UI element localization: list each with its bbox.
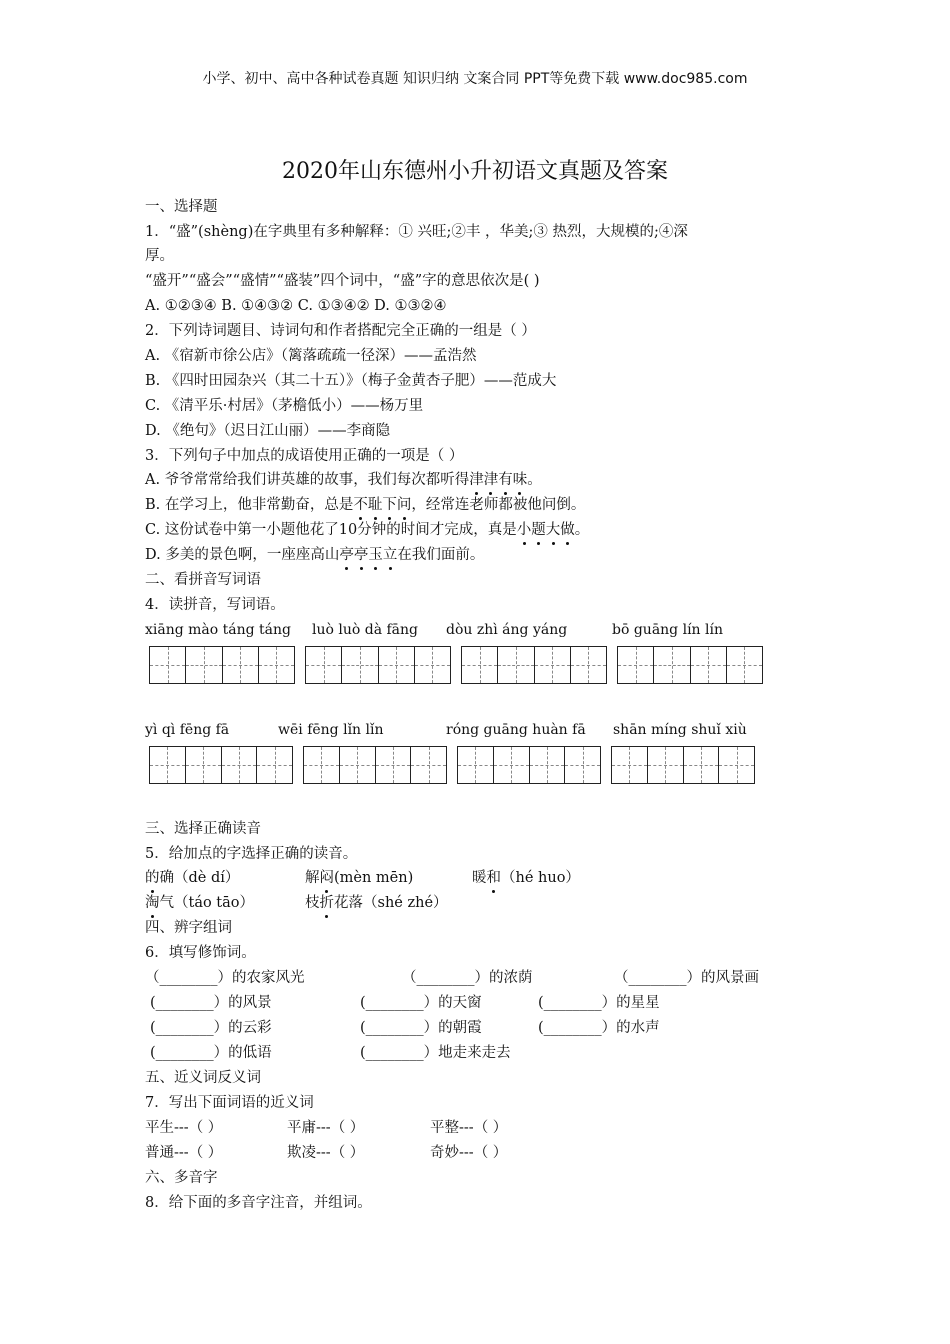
dotted-char: 淘 [145,895,160,911]
dotted-char: 津 [469,472,484,488]
writing-grid[interactable] [461,646,607,684]
fill-item[interactable]: (________）的朝霞 [360,1020,482,1036]
dotted-char: 立 [382,547,398,563]
section-heading: 五、近义词反义词 [145,1070,261,1086]
dotted-char: 亭 [339,547,354,563]
q3-stem: 3．下列句子中加点的成语使用正确的一项是（ ） [145,448,464,464]
q3-option [145,470,542,490]
section-heading: 二、看拼音写词语 [145,572,261,588]
pinyin-label: róng guāng huàn fā [446,722,586,738]
synonym-item[interactable]: 平生---（ ） [145,1120,223,1136]
fill-item[interactable]: （________）的风景画 [614,970,759,986]
pinyin-label: bō guāng lín lín [612,622,723,638]
fill-item[interactable]: (________）的风景 [150,995,272,1011]
fill-item[interactable]: (________）地走来走去 [360,1045,511,1061]
option-text: 在我们面前。 [397,547,485,563]
dotted-char: 玉 [368,547,383,563]
fill-item[interactable]: (________）的低语 [150,1045,272,1061]
reading-item [145,893,254,913]
writing-grid[interactable] [457,746,601,784]
reading-text: (mèn mēn) [334,870,414,886]
dotted-char: 下 [382,497,397,513]
q2-option: A. 《宿新市徐公店》（篱落疏疏一径深）——孟浩然 [145,348,477,364]
pinyin-label: yì qì fēng fā [145,722,230,738]
q1-options: A. ①②③④ B. ①④③② C. ①③④② D. ①③②④ [145,298,447,314]
reading-text: 确（dè dí） [159,870,240,886]
fill-item[interactable]: （________）的浓荫 [402,970,533,986]
dotted-char: 亭 [353,547,369,563]
dotted-char: 的 [145,870,160,886]
writing-grid[interactable] [611,746,755,784]
q1-line: 厚。 [145,248,174,264]
q5-stem: 5．给加点的字选择正确的读音。 [145,846,358,862]
q2-option: D. 《绝句》（迟日江山丽）——李商隐 [145,423,391,439]
q1-line: “盛开”“盛会”“盛情”“盛装”四个词中，“盛”字的意思依次是( ) [145,273,540,289]
synonym-item[interactable]: 普通---（ ） [145,1145,223,1161]
section-heading: 四、辨字组词 [145,920,232,936]
option-text: D. 多美的景色啊，一座座高山 [145,547,340,563]
q2-option: C. 《清平乐·村居》（茅檐低小）——杨万里 [145,398,424,414]
dotted-char: 问 [396,497,412,513]
fill-item[interactable]: (________）的水声 [538,1020,660,1036]
dotted-char: 大 [545,522,561,538]
q6-stem: 6．填写修饰词。 [145,945,256,961]
reading-text: 暖 [472,870,487,886]
q8-stem: 8．给下面的多音字注音，并组词。 [145,1195,372,1211]
pinyin-label: shān míng shuǐ xiù [613,722,747,738]
writing-grid[interactable] [149,746,293,784]
fill-item[interactable]: （________）的农家风光 [145,970,305,986]
pinyin-label: luò luò dà fāng [312,622,419,638]
page-title: 2020年山东德州小升初语文真题及答案 [282,159,668,184]
reading-item [305,893,448,913]
fill-item[interactable]: (________）的云彩 [150,1020,272,1036]
page-header: 小学、初中、高中各种试卷真题 知识归纳 文案合同 PPT等免费下载 www.doc985.com [202,71,748,87]
dotted-char: 做 [560,522,575,538]
writing-grid[interactable] [303,746,447,784]
dotted-char: 题 [531,522,546,538]
pinyin-label: dòu zhì áng yáng [446,622,568,638]
pinyin-label: xiāng mào táng táng [145,622,292,638]
pinyin-label: wēi fēng lǐn lǐn [278,722,384,738]
reading-text: 枝 [305,895,320,911]
synonym-item[interactable]: 欺凌---（ ） [287,1145,365,1161]
section-heading: 一、选择题 [145,199,218,215]
dotted-char: 折 [319,895,334,911]
section-heading: 三、选择正确读音 [145,821,261,837]
dotted-char: 不 [353,497,368,513]
dotted-char: 味 [512,472,528,488]
option-text: 。 [574,522,590,538]
q3-option [145,545,484,565]
q7-stem: 7．写出下面词语的近义词 [145,1095,314,1111]
synonym-item[interactable]: 奇妙---（ ） [430,1145,508,1161]
option-text: C. 这份试卷中第一小题他花了10分钟的时间才完成，真是 [145,522,517,538]
option-text: ，经常连老师都被他问倒。 [411,497,586,513]
dotted-char: 小 [516,522,532,538]
fill-item[interactable]: (________）的星星 [538,995,660,1011]
reading-item [305,868,413,888]
reading-text: （hé huo） [501,870,580,886]
q1-line: 1．“盛”(shèng)在字典里有多种解释：① 兴旺;②丰 ，华美;③ 热烈，大规模的;④深 [145,224,688,240]
option-text: B. 在学习上，他非常勤奋，总是 [145,497,354,513]
reading-text: 解 [305,870,320,886]
q2-option: B. 《四时田园杂兴（其二十五）》（梅子金黄杏子肥）——范成大 [145,373,557,389]
dotted-char: 有 [498,472,513,488]
section-heading: 六、多音字 [145,1170,218,1186]
writing-grid[interactable] [617,646,763,684]
dotted-char: 闷 [319,870,334,886]
writing-grid[interactable] [305,646,451,684]
q2-stem: 2．下列诗词题目、诗词句和作者搭配完全正确的一组是（ ） [145,323,536,339]
q3-option [145,495,585,515]
option-text: 。 [527,472,542,488]
reading-text: 花落（shé zhé） [334,895,448,911]
reading-item [145,868,239,888]
dotted-char: 津 [483,472,499,488]
writing-grid[interactable] [149,646,295,684]
q4-stem: 4．读拼音，写词语。 [145,597,285,613]
option-text: A. 爷爷常常给我们讲英雄的故事，我们每次都听得 [145,472,470,488]
q3-option [145,520,589,540]
synonym-item[interactable]: 平整---（ ） [430,1120,508,1136]
dotted-char: 耻 [367,497,383,513]
synonym-item[interactable]: 平庸---（ ） [287,1120,365,1136]
fill-item[interactable]: (________）的天窗 [360,995,482,1011]
reading-text: 气（táo tāo） [159,895,255,911]
reading-item [472,868,580,888]
dotted-char: 和 [486,870,501,886]
